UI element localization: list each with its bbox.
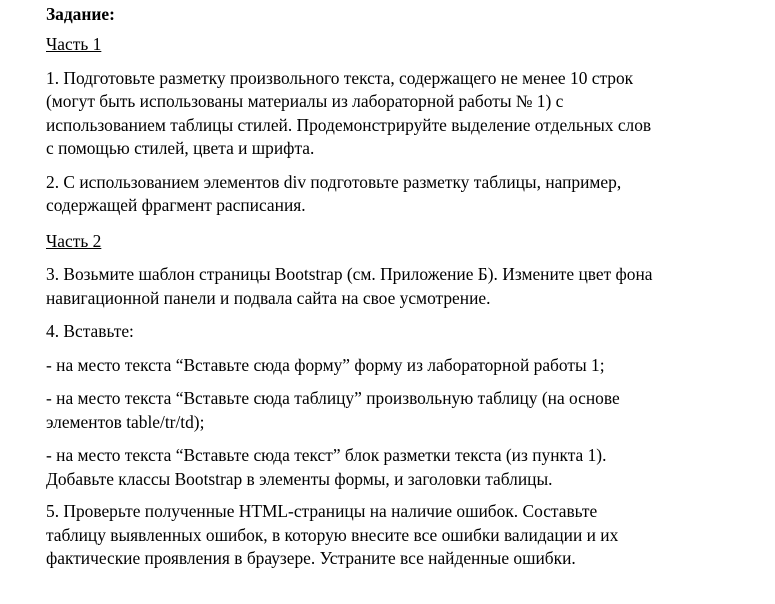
task-item-2	[46, 171, 761, 218]
task-item-5-line: таблицу выявленных ошибок, в которую внесите все ошибки валидации и их	[46, 524, 619, 545]
task-item-4c-line: - на место текста “Вставьте сюда текст” блок разметки текста (из пункта 1).	[46, 445, 607, 465]
task-item-4c	[46, 444, 761, 491]
task-item-1-line: использованием таблицы стилей. Продемонстрируйте выделение отдельных слов	[46, 114, 652, 135]
task-item-2-line: 2. С использованием элементов div подготовьте разметку таблицы, например,	[46, 171, 622, 192]
task-item-5-line: фактические проявления в браузере. Устраните все найденные ошибки.	[46, 548, 576, 568]
task-item-4b-line: элементов table/tr/td);	[46, 411, 205, 432]
task-item-1-line: 1. Подготовьте разметку произвольного текста, содержащего не менее 10 строк	[46, 67, 634, 88]
task-item-4c-line: Добавьте классы Bootstrap в элементы формы, и заголовки таблицы.	[46, 468, 553, 489]
task-item-4b-line: - на место текста “Вставьте сюда таблицу” произвольную таблицу (на основе	[46, 388, 620, 408]
task-item-4	[46, 320, 761, 344]
task-item-3-line: 3. Возьмите шаблон страницы Bootstrap (см. Приложение Б). Измените цвет фона	[46, 264, 653, 284]
task-item-1-line: (могут быть использованы материалы из лабораторной работы № 1) с	[46, 91, 564, 111]
task-item-4a	[46, 354, 761, 378]
task-item-3-line: навигационной панели и подвала сайта на свое усмотрение.	[46, 287, 491, 308]
task-item-1	[46, 67, 761, 161]
part1-heading: Часть 1	[46, 34, 102, 54]
task-item-4-line: 4. Вставьте:	[46, 321, 134, 341]
task-item-2-line: содержащей фрагмент расписания.	[46, 195, 306, 215]
task-item-1-line: с помощью стилей, цвета и шрифта.	[46, 138, 315, 158]
document-title: Задание:	[46, 4, 115, 24]
task-item-3	[46, 263, 761, 310]
task-item-5	[46, 500, 761, 571]
part2-heading: Часть 2	[46, 230, 102, 251]
task-item-4a-line: - на место текста “Вставьте сюда форму” форму из лабораторной работы 1;	[46, 354, 605, 375]
task-item-5-line: 5. Проверьте полученные HTML-страницы на наличие ошибок. Составьте	[46, 501, 598, 521]
task-item-4b	[46, 387, 761, 434]
